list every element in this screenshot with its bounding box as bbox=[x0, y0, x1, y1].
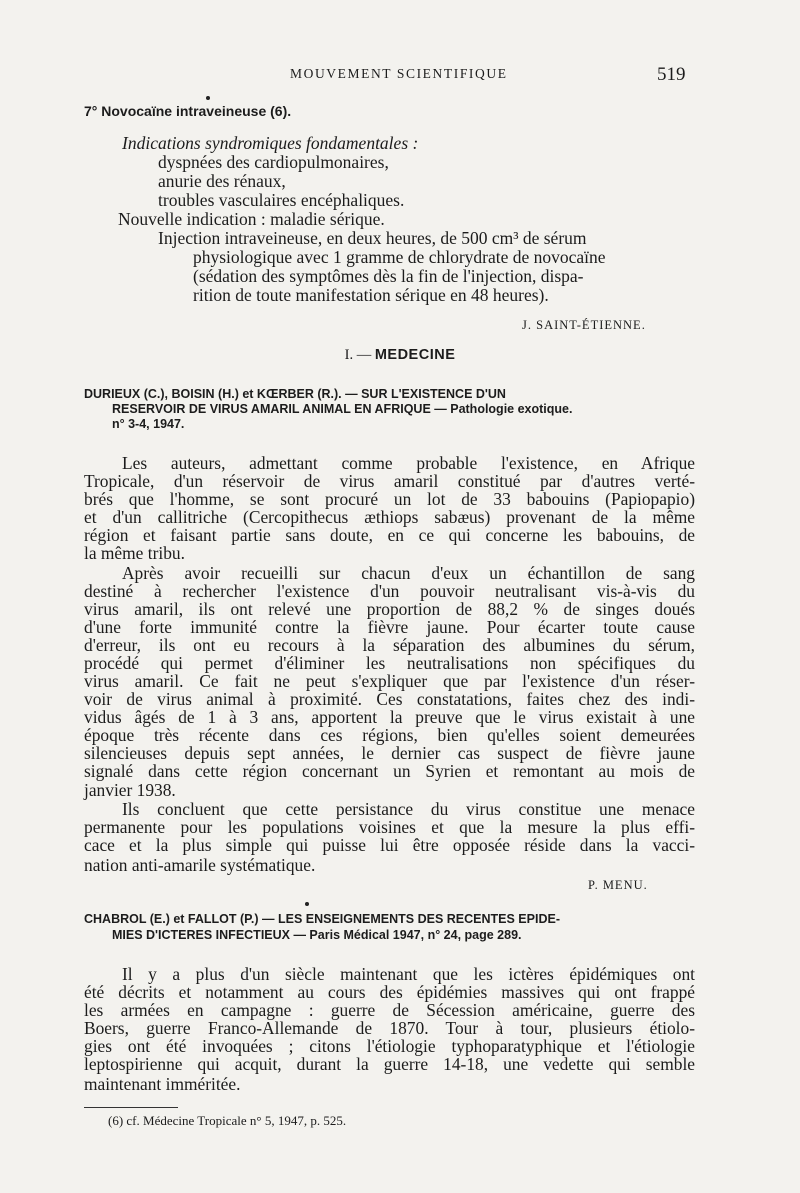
body-line: région et faisant partie sans doute, en ce qui concerne les babouins, de bbox=[84, 525, 695, 545]
section-heading: 7° Novocaïne intraveineuse (6). bbox=[84, 103, 292, 119]
body-line: Ils concluent que cette persistance du virus constitue une menace bbox=[122, 799, 695, 819]
body-line: maintenant imméritée. bbox=[84, 1074, 241, 1094]
body-line: virus amaril, ils ont relevé une proportion de 88,2 % de singes doués bbox=[84, 599, 695, 619]
body-line: Il y a plus d'un siècle maintenant que les ictères épidémiques ont bbox=[122, 964, 695, 984]
body-line: destiné à rechercher l'existence d'un pouvoir neutralisant vis-à-vis du bbox=[84, 581, 695, 601]
article-reference-line: RESERVOIR DE VIRUS AMARIL ANIMAL EN AFRIQUE — Pathologie exotique. bbox=[112, 402, 573, 416]
injection-line: rition de toute manifestation sérique en 48 heures). bbox=[193, 285, 549, 305]
indication-item: dyspnées des cardiopulmonaires, bbox=[158, 152, 389, 172]
running-header: MOUVEMENT SCIENTIFIQUE bbox=[290, 66, 508, 81]
indication-item: troubles vasculaires encéphaliques. bbox=[158, 190, 405, 210]
injection-line: physiologique avec 1 gramme de chlorydrate de novocaïne bbox=[193, 247, 606, 267]
medicine-heading bbox=[0, 347, 800, 364]
signature: P. MENU. bbox=[588, 878, 648, 892]
indications-label: Indications syndromiques fondamentales : bbox=[122, 133, 419, 153]
footnote: (6) cf. Médecine Tropicale n° 5, 1947, p. 525. bbox=[108, 1113, 347, 1128]
body-line: Boers, guerre Franco-Allemande de 1870. Tour à tour, plusieurs étiolo- bbox=[84, 1018, 695, 1038]
body-line: permanente pour les populations voisines et que la mesure la plus effi- bbox=[84, 817, 695, 837]
body-line: été décrits et notamment au cours des épidémies massives qui ont frappé bbox=[84, 982, 695, 1002]
body-line: signalé dans cette région concernant un Syrien et remontant au mois de bbox=[84, 761, 695, 781]
injection-line: (sédation des symptômes dès la fin de l'injection, dispa- bbox=[193, 266, 584, 286]
body-line: gies ont été invoquées ; citons l'étiologie typhoparatyphique et l'étiologie bbox=[84, 1036, 695, 1056]
injection-line: Injection intraveineuse, en deux heures, de 500 cm³ de sérum bbox=[158, 228, 587, 248]
body-line: procédé qui permet d'éliminer les neutralisations non spécifiques du bbox=[84, 653, 695, 673]
body-line: d'une forte immunité contre la fièvre jaune. Pour écarter toute cause bbox=[84, 617, 695, 637]
body-line: époque très récente dans ces régions, bien qu'elles soient demeurées bbox=[84, 725, 695, 745]
body-line: d'erreur, ils ont eu recours à la séparation des albumines du sérum, bbox=[84, 635, 695, 655]
article-reference-line: CHABROL (E.) et FALLOT (P.) — LES ENSEIGNEMENTS DES RECENTES EPIDE- bbox=[84, 912, 560, 926]
article-reference-line: DURIEUX (C.), BOISIN (H.) et KŒRBER (R.). — SUR L'EXISTENCE D'UN bbox=[84, 387, 506, 401]
body-line: brés que l'homme, se sont procuré un lot de 33 babouins (Papiopapio) bbox=[84, 489, 695, 509]
body-line: et d'un callitriche (Cercopithecus æthiops sabæus) provenant de la même bbox=[84, 507, 695, 527]
body-line: Tropicale, d'un réservoir de virus amaril constitué par d'autres verté- bbox=[84, 471, 695, 491]
body-line: la même tribu. bbox=[84, 543, 185, 563]
signature: J. SAINT-ÉTIENNE. bbox=[522, 318, 646, 332]
body-line: Après avoir recueilli sur chacun d'eux un échantillon de sang bbox=[122, 563, 695, 583]
bullet-dot bbox=[305, 902, 309, 906]
new-indication: Nouvelle indication : maladie sérique. bbox=[118, 209, 385, 229]
body-line: janvier 1938. bbox=[84, 780, 176, 800]
body-line: vidus âgés de 1 à 3 ans, apportent la preuve que le virus existait à une bbox=[84, 707, 695, 727]
article-reference-line: n° 3-4, 1947. bbox=[112, 417, 185, 431]
indication-item: anurie des rénaux, bbox=[158, 171, 286, 191]
heading-title: MEDECINE bbox=[374, 347, 456, 363]
heading-prefix: I. — bbox=[344, 347, 375, 363]
bullet-dot bbox=[206, 96, 210, 100]
body-line: virus amaril. Ce fait ne peut s'expliquer que par l'existence d'un réser- bbox=[84, 671, 695, 691]
body-line: cace et la plus simple qui puisse lui être opposée réside dans la vacci- bbox=[84, 835, 695, 855]
body-line: voir de virus animal à proximité. Ces constatations, faites chez des indi- bbox=[84, 689, 695, 709]
footnote-rule bbox=[84, 1107, 178, 1108]
article-reference-line: MIES D'ICTERES INFECTIEUX — Paris Médical 1947, n° 24, page 289. bbox=[112, 928, 522, 942]
page-number: 519 bbox=[657, 64, 686, 85]
body-line: Les auteurs, admettant comme probable l'existence, en Afrique bbox=[122, 453, 695, 473]
body-line: nation anti-amarile systématique. bbox=[84, 855, 316, 875]
body-line: silencieuses depuis sept années, le dernier cas suspect de fièvre jaune bbox=[84, 743, 695, 763]
body-line: leptospirienne qui acquit, durant la guerre 14-18, une vedette qui semble bbox=[84, 1054, 695, 1074]
body-line: les armées en campagne : guerre de Sécession américaine, guerre des bbox=[84, 1000, 695, 1020]
